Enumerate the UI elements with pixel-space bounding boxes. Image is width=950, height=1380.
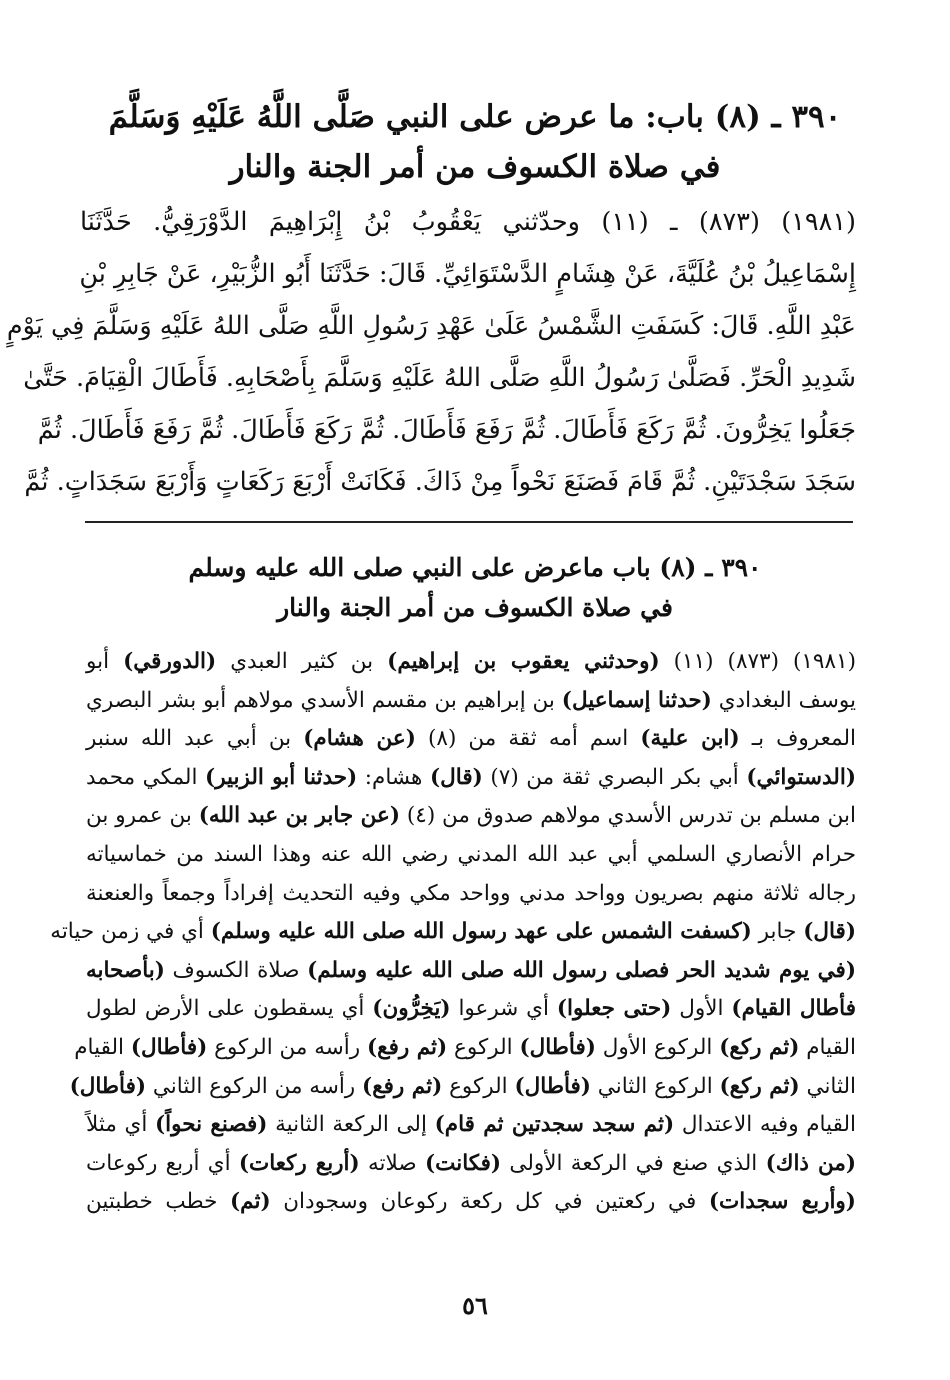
commentary-plain-text: الأول — [671, 996, 732, 1022]
commentary-quoted-text: فأطال القيام) — [731, 996, 856, 1022]
commentary-plain-text: جابر — [751, 919, 804, 945]
hadith-line: عَبْدِ اللَّهِ. قَالَ: كَسَفَتِ الشَّمْسُ عَلَىٰ عَهْدِ رَسُولِ اللَّهِ صَلَّى اللهُ عَلَيْهِ وَسَلَّمَ فِي يَوْمٍ — [6, 311, 856, 341]
commentary-quoted-text: (ثم رفع) — [362, 1073, 443, 1099]
commentary-plain-text: القيام — [74, 1034, 131, 1060]
commentary-line — [69, 1068, 856, 1107]
commentary-quoted-text: (ثم رفع) — [366, 1034, 448, 1060]
commentary-plain-text: بن أبي عبد الله سنبر — [86, 726, 304, 752]
commentary-quoted-text: (حدثنا أبو الزبير) — [205, 764, 358, 790]
commentary-quoted-text: (الدستوائي) — [746, 764, 857, 790]
commentary-line — [86, 836, 856, 875]
hadith-text — [6, 196, 856, 508]
commentary-quoted-text: (ابن علية) — [640, 726, 740, 752]
commentary-plain-text: بن كثير العبدي — [216, 649, 388, 674]
commentary-plain-text: يوسف البغدادي — [711, 687, 856, 713]
commentary-plain-text: أي أربع ركوعات — [86, 1150, 239, 1176]
commentary-quoted-text: (بأصحابه — [86, 957, 165, 983]
commentary-plain-text: الثاني — [799, 1073, 856, 1099]
commentary-plain-text: بن عمرو بن — [86, 803, 199, 829]
commentary-title-line-2: في صلاة الكسوف من أمر الجنة والنار — [277, 593, 673, 622]
hadith-line: جَعَلُوا يَخِرُّونَ. ثُمَّ رَكَعَ فَأَطَالَ. ثُمَّ رَفَعَ فَأَطَالَ. ثُمَّ رَكَعَ فَأَطَالَ. ثُمَّ رَفَعَ فَأَطَالَ. ثُمَّ — [37, 415, 856, 445]
commentary-quoted-text: (حتى جعلوا) — [556, 996, 672, 1022]
commentary-plain-text: هشام: — [357, 764, 430, 790]
commentary-plain-text: المعروف بـ — [739, 726, 856, 752]
chapter-title-line-1: ٣٩٠ ـ (٨) باب: ما عرض على النبي صَلَّى اللَّهُ عَلَيْهِ وَسَلَّمَ — [108, 99, 842, 135]
commentary-quoted-text: (فأطال) — [130, 1034, 208, 1060]
commentary-quoted-text: (فكانت) — [424, 1150, 502, 1176]
commentary-plain-text: خطب خطبتين — [86, 1189, 230, 1215]
hadith-line: إِسْمَاعِيلُ بْنُ عُلَيَّةَ، عَنْ هِشَامٍ الدَّسْتَوَائِيِّ. قَالَ: حَدَّثَنَا أَبُو الزُّبَيْرِ، عَنْ جَابِرِ بْنِ — [79, 259, 856, 289]
commentary-plain-text: رأسه من الركوع — [207, 1034, 367, 1060]
commentary-quoted-text: (فأطال) — [519, 1034, 596, 1060]
commentary-plain-text: الركوع — [447, 1034, 520, 1060]
section-divider — [85, 521, 853, 523]
commentary-plain-text: المكي محمد — [86, 764, 206, 790]
commentary-plain-text: رأسه من الركوع الثاني — [146, 1073, 363, 1099]
hadith-line: شَدِيدِ الْحَرِّ. فَصَلَّىٰ رَسُولُ اللَّهِ صَلَّى اللهُ عَلَيْهِ وَسَلَّمَ بِأَصْحَابِهِ. فَأَطَالَ الْقِيَامَ. حَتَّىٰ — [23, 363, 856, 393]
commentary-quoted-text: (من ذاك) — [765, 1150, 857, 1176]
commentary-quoted-text: (كسفت الشمس على عهد رسول الله صلى الله عليه وسلم) — [210, 919, 752, 945]
commentary-plain-text: القيام — [799, 1034, 856, 1060]
commentary-quoted-text: (وحدثني يعقوب بن إبراهيم) — [387, 649, 660, 674]
commentary-line — [86, 1183, 856, 1222]
commentary-line — [86, 1145, 856, 1184]
commentary-title-line-1: ٣٩٠ ـ (٨) باب ماعرض على النبي صلى الله عليه وسلم — [188, 553, 762, 582]
commentary-quoted-text: (ثم) — [230, 1189, 271, 1215]
commentary-plain-text: حرام الأنصاري السلمي أبي عبد الله المدني رضي الله عنه وهذا السند من خماسياته — [86, 841, 856, 867]
commentary-quoted-text: (ثم سجد سجدتين ثم قام) — [434, 1112, 675, 1138]
commentary-quoted-text: (حدثنا إسماعيل) — [561, 687, 712, 713]
commentary-line — [86, 952, 856, 991]
commentary-plain-text: أي يسقطون على الأرض لطول — [86, 996, 373, 1022]
commentary-plain-text: القيام وفيه الاعتدال — [674, 1112, 856, 1138]
commentary-text — [50, 643, 857, 1222]
commentary-quoted-text: (فأطال) — [69, 1073, 147, 1099]
chapter-title-line-2: في صلاة الكسوف من أمر الجنة والنار — [229, 149, 721, 185]
commentary-quoted-text: (ثم ركع) — [719, 1034, 800, 1060]
commentary-plain-text: ابن مسلم بن تدرس الأسدي مولاهم صدوق من (٤) — [400, 803, 856, 829]
commentary-quoted-text: (أربع ركعات) — [238, 1150, 360, 1176]
commentary-line — [86, 643, 856, 682]
hadith-line: سَجَدَ سَجْدَتَيْنِ. ثُمَّ قَامَ فَصَنَعَ نَحْواً مِنْ ذَاكَ. فَكَانَتْ أَرْبَعَ رَكَعَاتٍ وَأَرْبَعَ سَجَدَاتٍ. ثُمَّ — [24, 467, 856, 497]
commentary-quoted-text: (فأطال) — [514, 1073, 591, 1099]
commentary-quoted-text: (ثم ركع) — [719, 1073, 800, 1099]
commentary-line — [50, 913, 856, 952]
commentary-plain-text: صلاته — [359, 1150, 425, 1176]
commentary-quoted-text: (قال) — [803, 919, 856, 945]
commentary-quoted-text: (في يوم شديد الحر فصلى رسول الله صلى الله عليه وسلم) — [307, 957, 856, 983]
commentary-plain-text: رجاله ثلاثة منهم بصريون وواحد مدني وواحد مكي وفيه التحديث إفراداً وجمعاً والعنعنة — [86, 880, 856, 906]
commentary-quoted-text: (عن جابر بن عبد الله) — [198, 803, 401, 829]
commentary-quoted-text: (قال) — [429, 764, 483, 790]
commentary-quoted-text: (وأربع سجدات) — [708, 1189, 856, 1215]
commentary-line — [74, 1029, 856, 1068]
commentary-plain-text: أي في زمن حياته — [50, 919, 211, 945]
commentary-plain-text: أبو — [86, 649, 124, 674]
commentary-plain-text: في ركعتين في كل ركعة ركوعان وسجودان — [270, 1189, 709, 1215]
commentary-line — [86, 797, 856, 836]
commentary-quoted-text: (فصنع نحواً) — [154, 1112, 268, 1138]
commentary-line — [86, 1106, 856, 1145]
commentary-line — [86, 990, 856, 1029]
commentary-plain-text: اسم أمه ثقة من (٨) — [415, 726, 641, 752]
commentary-plain-text: إلى الركعة الثانية — [267, 1112, 435, 1138]
commentary-plain-text: الركوع الأول — [595, 1034, 720, 1060]
commentary-plain-text: أي شرعوا — [450, 996, 557, 1022]
hadith-line: (١٩٨١) (٨٧٣) ـ (١١) وحدّثني يَعْقُوبُ بْنُ إِبْرَاهِيمَ الدَّوْرَقِيُّ. حَدَّثَنَا — [80, 207, 856, 237]
commentary-line — [86, 720, 856, 759]
page-number: ٥٦ — [462, 1291, 488, 1320]
commentary-line — [86, 682, 856, 721]
commentary-line — [86, 759, 856, 798]
commentary-line — [86, 875, 856, 914]
commentary-plain-text: صلاة الكسوف — [164, 957, 308, 983]
commentary-plain-text: الركوع — [442, 1073, 515, 1099]
commentary-plain-text: أي مثلاً — [86, 1112, 155, 1138]
commentary-quoted-text: (الدورقي) — [123, 649, 217, 674]
commentary-plain-text: أبي بكر البصري ثقة من (٧) — [482, 764, 747, 790]
commentary-quoted-text: (يَخِرُّون) — [372, 996, 451, 1022]
commentary-plain-text: الذي صنع في الركعة الأولى — [501, 1150, 766, 1176]
commentary-plain-text: بن إبراهيم بن مقسم الأسدي مولاهم أبو بشر البصري — [86, 687, 562, 713]
commentary-plain-text: الركوع الثاني — [590, 1073, 720, 1099]
commentary-plain-text: (١٩٨١) (٨٧٣) (١١) — [659, 649, 856, 674]
commentary-quoted-text: (عن هشام) — [303, 726, 416, 752]
